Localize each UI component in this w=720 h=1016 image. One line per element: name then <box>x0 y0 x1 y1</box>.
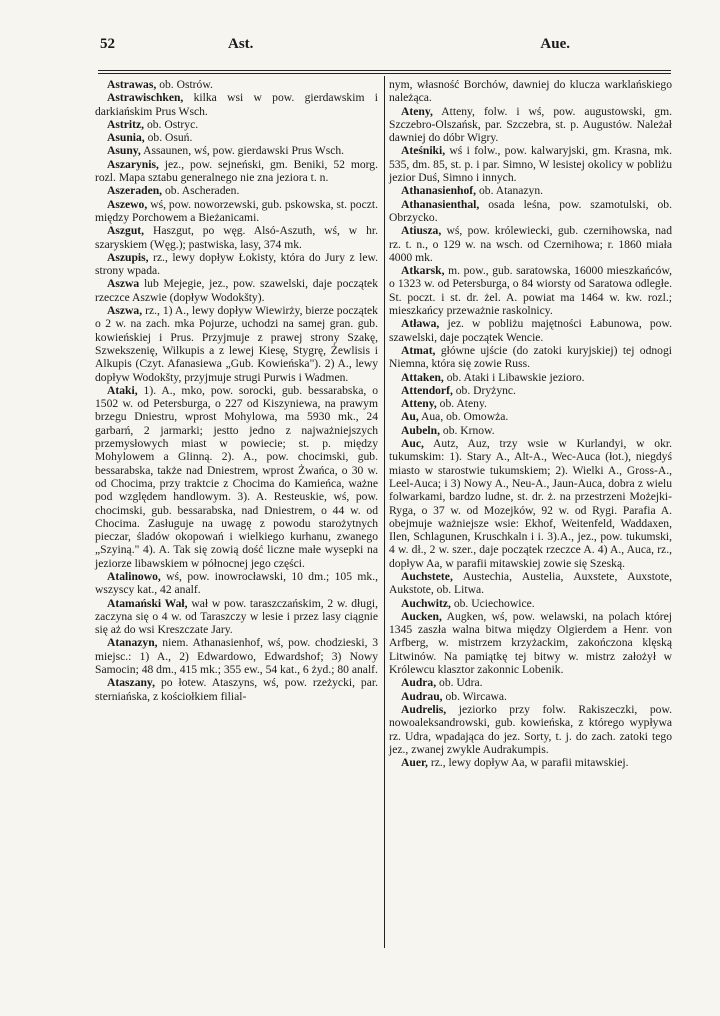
dictionary-entry <box>389 597 672 610</box>
dictionary-entry <box>389 570 672 597</box>
dictionary-entry <box>389 610 672 676</box>
dictionary-entry <box>95 676 378 703</box>
dictionary-entry <box>95 91 378 118</box>
entry-text: 1). A., mko, pow. sorocki, gub. bessarabska, o 1502 w. od Petersburga, o 227 od Kiszyniewa, na prawym brzegu Dniestru, wprost Mohylowa, ma 5930 mk., 24 garbarń, 2 jarmarki; jestto jedno z najważniejszych przemysłowych miast w powiecie; st. p. między Mohylowem a Glinną. 2). A., pow. chocimski, gub. bessarabska, także nad Dniestrem, wprost Żwańca, o 30 w. od Chocima, przy traktcie z Chocima do Kamieńca, ważne pod względem handlowym. 3). A. Resteuskie, wś, pow. chocimski, gub. bessarabska, nad Dniestrem, o 44 w. od Chocima. Zasługuje na uwagę z powodu starożytnych pieczar, śladów okopowań i wielkiego kurhanu, zwanego „Szyiną." 4). A. Tak się zowią dość liczne małe wysepki na jeziorze libawskiem w północnej jego części. <box>95 383 378 570</box>
entry-headword: Asuny, <box>107 144 141 158</box>
entry-text: Atteny, folw. i wś, pow. augustowski, gm. Szczebro-Olszańsk, par. Szczebra, st. p. Augustów. Należał dawniej do dóbr Wigry. <box>389 104 672 145</box>
entry-text: ob. Ostryc. <box>146 117 199 131</box>
entry-headword: Atiusza, <box>401 224 442 238</box>
entry-text: ob. Wircawa. <box>445 689 507 703</box>
dictionary-entry <box>389 437 672 570</box>
entry-text: ob. Ateny. <box>439 397 487 411</box>
dictionary-entry <box>95 224 378 251</box>
entry-headword: Asunia, <box>107 131 145 145</box>
entry-headword: Astritz, <box>107 117 145 131</box>
dictionary-entry <box>95 118 378 131</box>
page-number: 52 <box>100 36 115 52</box>
entry-headword: Aszupis, <box>107 250 149 264</box>
dictionary-entry <box>95 198 378 225</box>
entry-text: osada leśna, pow. szamotulski, ob. Obrzycko. <box>389 197 672 224</box>
entry-text: wś, pow. inowrocławski, 10 dm.; 105 mk., wszyscy kat., 42 analf. <box>95 569 378 597</box>
dictionary-entry <box>389 703 672 756</box>
dictionary-entry <box>389 144 672 184</box>
entry-headword: Ataki, <box>107 383 138 397</box>
right-column <box>389 78 672 769</box>
entry-headword: Athanasienhof, <box>401 184 477 198</box>
dictionary-entry <box>389 676 672 689</box>
entry-text: wś, pow. noworzewski, gub. pskowska, st. poczt. między Porchowem a Bieżanicami. <box>95 197 378 224</box>
dictionary-entry <box>389 264 672 317</box>
dictionary-entry <box>95 158 378 185</box>
entry-text: ob. Dryżync. <box>455 383 516 397</box>
entry-headword: Attendorf, <box>401 383 453 397</box>
entry-text: ob. Osuń. <box>147 131 193 145</box>
entry-text: jez., pow. sejneński, gm. Beniki, 52 morg. rozl. Mapa sztabu generalnego nie zna jeziora t. n. <box>95 157 379 185</box>
dictionary-entry <box>95 597 378 637</box>
entry-headword: Athanasienthal, <box>401 197 480 211</box>
entry-headword: Atmat, <box>401 343 436 357</box>
dictionary-entry <box>95 304 378 384</box>
entry-text: rz., lewy dopływ Aa, w parafii mitawskiej. <box>430 756 629 770</box>
entry-headword: Auer, <box>401 756 428 770</box>
right-running-head: Aue. <box>540 36 570 52</box>
dictionary-entry <box>389 397 672 410</box>
dictionary-entry <box>389 317 672 344</box>
entry-headword: Aszeraden, <box>107 184 163 198</box>
entry-text: ob. Ataki i Libawskie jezioro. <box>446 370 585 384</box>
dictionary-entry <box>389 224 672 264</box>
dictionary-entry <box>389 371 672 384</box>
entry-text: jeziorko przy folw. Rakiszeczki, pow. nowoaleksandrowski, gub. kowieńska, z którego wypływa rz. Udra, wpadająca do jez. Sorty, t. j. do zach. zatoki tego jez., zwanej zwykle Audrakumpis. <box>389 702 672 756</box>
entry-text: ob. Ostrów. <box>159 78 213 91</box>
entry-headword: Atamański Wał, <box>107 596 188 610</box>
entry-headword: Aszarynis, <box>107 157 159 171</box>
entry-text: Assaunen, wś, pow. gierdawski Prus Wsch. <box>143 144 345 158</box>
entry-headword: Atalinowo, <box>107 569 161 583</box>
entry-text: główne ujście (do zatoki kuryjskiej) tej odnogi Niemna, która się zowie Russ. <box>389 343 672 371</box>
entry-headword: Astrawas, <box>107 78 157 91</box>
dictionary-entry <box>389 384 672 397</box>
entry-text: ob. Krnow. <box>442 423 495 437</box>
entry-text: ob. Ascheraden. <box>164 184 240 198</box>
entry-headword: Aszewo, <box>107 197 148 211</box>
dictionary-entry <box>389 344 672 371</box>
entry-text: Augken, wś, pow. welawski, na polach której 1345 zaszła walna bitwa między Olgierdem a Henr. von Arfberg, w. mistrzem krzyżackim, zakończona klęską Litwinów. Na pamiątkę tej bitwy w. mistrz założył w Królewcu klasztor zakonnic Lobenik. <box>389 609 673 677</box>
entry-headword: Atteny, <box>401 397 437 411</box>
entry-text: Autz, Auz, trzy wsie w Kurlandyi, w okr. tukumskim: 1). Stary A., Alt-A., Wec-Auca (łot.), niegdyś miasto w starostwie tukumskiem; 2). Wielki A., Gross-A., Leel-Auca; i 3) Nowy A., Neu-A., Jaun-Auca, dobra z wielu folwarkami, bardzo ludne, st. dr. ż. na przestrzeni Możejki-Ryga, o 37 w. od Mozejków, 92 w. od Rygi. Parafia A. obejmuje ważniejsze wsie: Ekhof, Weitenfeld, Waddaxen, Ilen, Schlagunen, Kruschkaln i i. 3).A., jez., pow. tukumski, 4 w. dł., 2 w. szer., daje początek rzeczce A. 4) A., Auca, rz., dopływ Aa, w parafii mitawskiej zowie się Szeską. <box>389 437 672 570</box>
entry-headword: Atkarsk, <box>401 264 445 278</box>
entry-headword: Aszgut, <box>107 224 145 238</box>
entry-text: wś i folw., pow. kalwaryjski, gm. Krasna, mk. 535, dm. 85, st. p. i par. Simno, W lesistej okolicy w pobliżu jezior Duś, Simno i innych. <box>389 144 672 185</box>
dictionary-entry <box>389 410 672 423</box>
header-rule-second <box>98 73 671 74</box>
entry-headword: Astrawischken, <box>107 91 184 105</box>
entry-headword: Au, <box>401 410 419 424</box>
entry-text: rz., lewy dopływ Łokisty, która do Jury z lew. strony wpada. <box>95 250 378 278</box>
entry-headword: Audrau, <box>401 689 443 703</box>
entry-text: lub Mejegie, jez., pow. szawelski, daje początek rzeczce Aszwie (dopływ Wodokšty). <box>95 277 378 304</box>
entry-headword: Atanazyn, <box>107 636 158 650</box>
entry-text: wał w pow. taraszczańskim, 2 w. długi, zaczyna się o 4 w. od Taraszczy w lesie i przez lasy ciągnie się aż do wsi Kreszczate Jary. <box>95 596 378 637</box>
entry-headword: Audrelis, <box>401 702 447 716</box>
entry-text: po łotew. Ataszyns, wś, pow. rzeżycki, par. sterniańska, z kościołkiem filial- <box>95 676 378 703</box>
entry-headword: Auchstete, <box>401 569 453 583</box>
dictionary-entry <box>95 277 378 304</box>
entry-headword: Atławа, <box>401 317 440 331</box>
entry-text: rz., 1) A., lewy dopływ Wiewirży, bierze początek o 2 w. na zach. mka Pojurze, uchodzi na samej gran. gub. kowieńskiej i Prus. Przyjmuje z prawej strony Szakę, Szwekszenię, Wilkupis a z lewej Kiesę, Stygrę, Żewlisis i Alkupis (Czyt. Afanasiewa „Gub. Kowieńska"). 2) A., lewy dopływ Wodokšty, przyjmuje strugi Purwis i Wadmen. <box>95 304 378 384</box>
column-divider <box>384 76 385 948</box>
entry-headword: Aszwa <box>107 277 140 291</box>
entry-headword: Audra, <box>401 676 437 690</box>
dictionary-entry <box>389 105 672 145</box>
left-column <box>95 78 378 703</box>
entry-text: kilka wsi w pow. gierdawskim i darkiańskim Prus Wsch. <box>95 91 378 118</box>
entry-headword: Auchwitz, <box>401 596 451 610</box>
entry-text: ob. Udra. <box>439 676 483 690</box>
dictionary-entry <box>389 424 672 437</box>
dictionary-entry <box>95 144 378 157</box>
header-rule <box>98 70 671 71</box>
dictionary-entry <box>389 78 672 105</box>
dictionary-entry <box>95 251 378 278</box>
entry-headword: Ateśniki, <box>401 144 446 158</box>
dictionary-entry <box>95 78 378 91</box>
entry-text: ob. Atanazyn. <box>478 184 544 198</box>
dictionary-entry <box>95 131 378 144</box>
entry-headword: Aucken, <box>401 609 442 623</box>
page-header <box>100 36 570 58</box>
entry-headword: Ataszany, <box>107 676 155 690</box>
entry-text: Haszgut, po węg. Alsó-Aszuth, wś, w hr. szaryskiem (Węg.); pastwiska, lasy, 374 mk. <box>95 224 378 251</box>
dictionary-entry <box>95 636 378 676</box>
dictionary-entry <box>95 184 378 197</box>
entry-headword: Aszwa, <box>107 304 143 318</box>
entry-text: ob. Uciechowice. <box>453 596 535 610</box>
dictionary-entry <box>389 756 672 769</box>
entry-headword: Aubeln, <box>401 423 440 437</box>
dictionary-entry <box>389 198 672 225</box>
entry-text: nym, własność Borchów, dawniej do klucza warklańskiego należąca. <box>389 78 672 105</box>
entry-headword: Attaken, <box>401 370 444 384</box>
entry-text: m. pow., gub. saratowska, 16000 mieszkańców, o 1323 w. od Petersburga, o 84 wiorsty od Saratowa odległe. St. poczt. i st. dr. żel. A. powiat ma 1464 w. kw. rozl.; mieszkańcy przeważnie raskolnicy. <box>389 264 672 318</box>
left-running-head: Ast. <box>228 36 254 52</box>
dictionary-entry <box>389 184 672 197</box>
entry-headword: Ateny, <box>401 104 433 118</box>
dictionary-entry <box>95 384 378 570</box>
entry-text: jez. w pobliżu majętności Łabunowa, pow. szawelski, daje początek Wencie. <box>389 317 672 344</box>
entry-text: niem. Athanasienhof, wś, pow. chodzieski, 3 miejsc.: 1) A., 2) Edwardowo, Edwardshof; 3) Nowy Samocin; 48 dm., 415 mk.; 355 ew., 54 kat., 6 żyd.; 80 analf. <box>95 636 378 677</box>
entry-text: Aua, ob. Omowża. <box>421 410 509 424</box>
entry-text: wś, pow. królewiecki, gub. czernihowska, nad rz. t. n., o 129 w. na wsch. od Czernihowa; r. 1860 miała 4000 mk. <box>389 224 672 264</box>
dictionary-entry <box>95 570 378 597</box>
entry-headword: Auc, <box>401 437 424 451</box>
entry-text: Austechia, Austelia, Auxstete, Auxstote, Aukstote, ob. Litwa. <box>389 569 672 597</box>
dictionary-entry <box>389 690 672 703</box>
